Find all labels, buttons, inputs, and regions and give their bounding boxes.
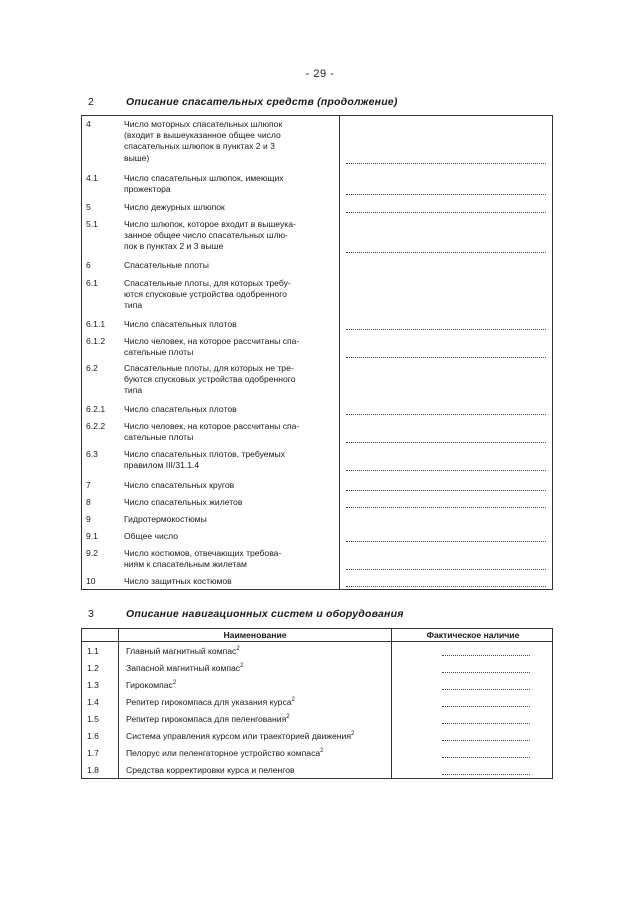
row-description — [124, 336, 334, 358]
description-line: Число костюмов, отвечающих требова- — [124, 548, 282, 558]
value-field[interactable] — [442, 655, 530, 656]
value-field[interactable] — [346, 470, 546, 471]
row-description — [126, 714, 290, 725]
description-line: типа — [124, 385, 143, 396]
equipment-name: Пелорус или пеленгаторное устройство компаса — [126, 748, 321, 758]
column-header-actual: Фактическое наличие — [426, 630, 520, 640]
row-number: 9 — [86, 514, 91, 524]
row-description — [124, 497, 334, 508]
row-description — [124, 278, 334, 312]
row-number: 8 — [86, 497, 91, 507]
row-number: 6.2 — [86, 363, 98, 373]
row-number: 1.4 — [87, 697, 99, 707]
row-description — [124, 514, 334, 525]
equipment-name: Запасной магнитный компас — [126, 663, 241, 673]
row-description — [124, 363, 334, 397]
section-2-title: Описание спасательных средств (продолжение) — [126, 96, 398, 108]
row-number: 6.2.1 — [86, 404, 106, 414]
section-3-number: 3 — [88, 608, 94, 620]
footnote-marker: 2 — [286, 714, 290, 720]
equipment-name: Репитер гирокомпаса для указания курса — [126, 697, 292, 707]
value-field[interactable] — [346, 252, 546, 253]
row-number: 1.3 — [87, 680, 99, 690]
description-line: сательные плоты — [124, 347, 194, 358]
row-number: 1.1 — [87, 646, 99, 656]
row-description — [124, 219, 334, 253]
value-field[interactable] — [442, 689, 530, 690]
row-number: 5.1 — [86, 219, 98, 229]
row-description — [124, 421, 334, 443]
row-number: 6.3 — [86, 449, 98, 459]
description-line: Число дежурных шлюпок — [124, 202, 225, 212]
row-number: 1.6 — [87, 731, 99, 741]
footnote-marker: 2 — [291, 697, 295, 703]
description-line: Число человек, на которое рассчитаны спа- — [124, 336, 300, 346]
description-line: типа — [124, 300, 143, 311]
description-line: Общее число — [124, 531, 178, 541]
value-field[interactable] — [346, 212, 546, 213]
row-description — [124, 260, 334, 271]
section-2-number: 2 — [88, 96, 94, 108]
description-line: Спасательные плоты, для которых требу- — [124, 278, 291, 288]
description-line: сательные плоты — [124, 432, 194, 443]
row-description — [126, 646, 240, 657]
row-number: 6.2.2 — [86, 421, 106, 431]
row-number: 9.1 — [86, 531, 98, 541]
description-line: Число моторных спасательных шлюпок — [124, 119, 283, 129]
description-line: Спасательные плоты — [124, 260, 209, 270]
row-description — [124, 404, 334, 415]
row-number: 4.1 — [86, 173, 98, 183]
row-number: 4 — [86, 119, 91, 129]
description-line: буются спусковых устройства одобренного — [124, 374, 296, 385]
equipment-name: Средства корректировки курса и пеленгов — [126, 765, 295, 775]
row-description — [126, 697, 295, 708]
description-line: Число спасательных плотов, требуемых — [124, 449, 285, 459]
table-column-divider — [391, 629, 392, 778]
column-header-name: Наименование — [223, 630, 287, 640]
page-number: - 29 - — [305, 68, 335, 80]
row-number: 6.1.2 — [86, 336, 106, 346]
description-line: Спасательные плоты, для которых не тре- — [124, 363, 294, 373]
footnote-marker: 2 — [240, 663, 244, 669]
row-description — [126, 731, 354, 742]
equipment-name: Главный магнитный компас — [126, 646, 237, 656]
row-description — [124, 119, 334, 164]
description-line: выше) — [124, 152, 150, 163]
row-description — [126, 748, 324, 759]
row-number: 1.5 — [87, 714, 99, 724]
description-line: правилом III/31.1.4 — [124, 460, 200, 471]
value-field[interactable] — [346, 586, 546, 587]
row-number: 6 — [86, 260, 91, 270]
value-field[interactable] — [346, 357, 546, 358]
description-line: прожектора — [124, 184, 171, 195]
table-column-divider — [339, 116, 340, 589]
equipment-name: Система управления курсом или траекторией движения — [126, 731, 351, 741]
description-line: Число спасательных жилетов — [124, 497, 243, 507]
value-field[interactable] — [346, 414, 546, 415]
value-field[interactable] — [346, 569, 546, 570]
row-number: 6.1.1 — [86, 319, 106, 329]
row-description — [124, 576, 334, 587]
lifesaving-appliances-table — [81, 115, 553, 590]
description-line: Число спасательных кругов — [124, 480, 235, 490]
row-number: 7 — [86, 480, 91, 490]
table-column-divider — [118, 629, 119, 778]
row-description — [124, 173, 334, 195]
description-line: ются спусковые устройства одобренного — [124, 289, 287, 300]
footnote-marker: 2 — [350, 731, 355, 737]
row-number: 1.2 — [87, 663, 99, 673]
value-field[interactable] — [442, 723, 530, 724]
row-description — [124, 548, 334, 570]
row-description — [124, 202, 334, 213]
value-field[interactable] — [442, 757, 530, 758]
description-line: Число спасательных плотов — [124, 404, 237, 414]
row-number: 1.7 — [87, 748, 99, 758]
row-number: 9.2 — [86, 548, 98, 558]
equipment-name: Гирокомпас — [126, 680, 173, 690]
value-field[interactable] — [346, 490, 546, 491]
row-description — [124, 480, 334, 491]
row-description — [126, 663, 243, 674]
value-field[interactable] — [346, 329, 546, 330]
description-line: занное общее число спасательных шлю- — [124, 230, 288, 241]
value-field[interactable] — [442, 672, 530, 673]
value-field[interactable] — [442, 774, 530, 775]
description-line: Гидротермокостюмы — [124, 514, 207, 524]
navigation-equipment-table — [81, 628, 553, 779]
row-number: 5 — [86, 202, 91, 212]
row-number: 1.8 — [87, 765, 99, 775]
row-description — [126, 765, 295, 776]
footnote-marker: 2 — [320, 748, 324, 754]
description-line: Число человек, на которое рассчитаны спа- — [124, 421, 300, 431]
row-number: 6.1 — [86, 278, 98, 288]
value-field[interactable] — [442, 706, 530, 707]
footnote-marker: 2 — [236, 646, 240, 652]
table-header-divider — [82, 641, 552, 642]
description-line: ниям к спасательным жилетам — [124, 559, 247, 570]
footnote-marker: 2 — [172, 680, 177, 686]
description-line: Число защитных костюмов — [124, 576, 232, 586]
equipment-name: Репитер гирокомпаса для пеленгования — [126, 714, 287, 724]
description-line: спасательных шлюпок в пунктах 2 и 3 — [124, 141, 275, 152]
value-field[interactable] — [346, 541, 546, 542]
value-field[interactable] — [442, 740, 530, 741]
row-description — [126, 680, 176, 691]
row-description — [124, 531, 334, 542]
description-line: (входит в вышеуказанное общее число — [124, 130, 281, 141]
description-line: пок в пунктах 2 и 3 выше — [124, 241, 224, 252]
value-field[interactable] — [346, 442, 546, 443]
value-field[interactable] — [346, 507, 546, 508]
row-description — [124, 319, 334, 330]
description-line: Число шлюпок, которое входит в вышеука- — [124, 219, 296, 229]
description-line: Число спасательных плотов — [124, 319, 237, 329]
value-field[interactable] — [346, 163, 546, 164]
description-line: Число спасательных шлюпок, имеющих — [124, 173, 284, 183]
row-description — [124, 449, 334, 471]
value-field[interactable] — [346, 194, 546, 195]
section-3-title: Описание навигационных систем и оборудования — [126, 608, 404, 620]
row-number: 10 — [86, 576, 96, 586]
